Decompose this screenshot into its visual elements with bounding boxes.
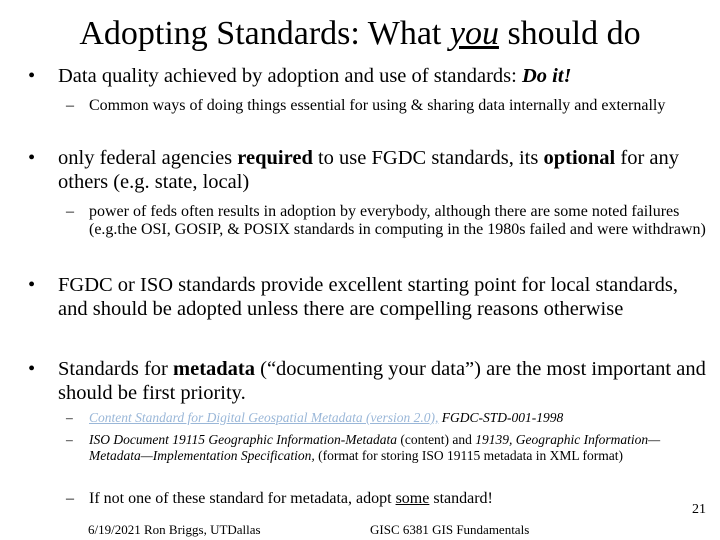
dash-marker: – (66, 97, 74, 114)
bullet-data-quality (28, 64, 708, 88)
bullet-metadata (28, 357, 708, 405)
dash-marker: – (66, 432, 73, 447)
bullet-text: for any others (e.g. state, local) (58, 147, 680, 193)
dash-marker: – (66, 203, 74, 220)
bullet-text: only federal agencies (58, 147, 238, 169)
subbullet-text: standard! (429, 490, 493, 507)
iso-19115-title: ISO Document 19115 Geographic Information-Metadata (89, 432, 397, 447)
bullet-fgdc-iso (28, 273, 708, 321)
subbullet-content-standard (66, 410, 711, 426)
slide-title (0, 12, 720, 56)
bullet-text: (“documenting your data”) are the most important and should be first priority. (58, 358, 706, 404)
fgdc-std-number: FGDC-STD-001-1998 (438, 410, 564, 425)
bullet-marker: • (28, 274, 36, 296)
title-emphasis: you (449, 15, 499, 52)
subbullet-text: Common ways of doing things essential for using & sharing data internally and externally (89, 97, 666, 114)
bullet-text: FGDC or ISO standards provide excellent starting point for local standards, and should be adopted unless there are compelling reasons otherwise (58, 274, 678, 320)
footer-course: GISC 6381 GIS Fundamentals (370, 522, 530, 537)
footer-date-author: 6/19/2021 Ron Briggs, UTDallas (88, 522, 261, 537)
bullet-federal-agencies (28, 146, 708, 194)
subbullet-text: If not one of these standard for metadata, adopt (89, 490, 396, 507)
csdgm-link[interactable]: Content Standard for Digital Geospatial Metadata (version 2.0), (89, 410, 439, 425)
page-number: 21 (692, 502, 706, 517)
subbullet-common-ways (66, 97, 711, 115)
subbullet-power-of-feds (66, 203, 711, 239)
some-emphasis: some (395, 490, 430, 507)
subbullet-text: (format for storing ISO 19115 metadata in XML format) (314, 448, 624, 463)
bullet-marker: • (28, 147, 36, 169)
subbullet-adopt-some (66, 490, 711, 508)
bullet-marker: • (28, 65, 36, 87)
optional-emphasis: optional (543, 147, 616, 169)
metadata-emphasis: metadata (173, 358, 255, 380)
required-emphasis: required (237, 147, 313, 169)
bullet-text: to use FGDC standards, its (312, 147, 544, 169)
title-post: should do (498, 15, 641, 52)
subbullet-text: (content) and (396, 432, 476, 447)
bullet-text: Standards for (58, 358, 174, 380)
title-pre: Adopting Standards: What (79, 15, 450, 52)
subbullet-text: power of feds often results in adoption by everybody, although there are some noted failures (e.g.the OSI, GOSIP, & POSIX standards in computing in the 1980s failed and were withdrawn) (89, 203, 706, 238)
iso-19139-title: 19139, Geographic Information—Metadata—Implementation Specification, (89, 432, 661, 463)
dash-marker: – (66, 490, 74, 507)
do-it-emphasis: Do it! (521, 65, 572, 87)
subbullet-iso-document (66, 432, 711, 464)
bullet-marker: • (28, 358, 36, 380)
dash-marker: – (66, 410, 73, 425)
bullet-text: Data quality achieved by adoption and use of standards: (58, 65, 522, 87)
